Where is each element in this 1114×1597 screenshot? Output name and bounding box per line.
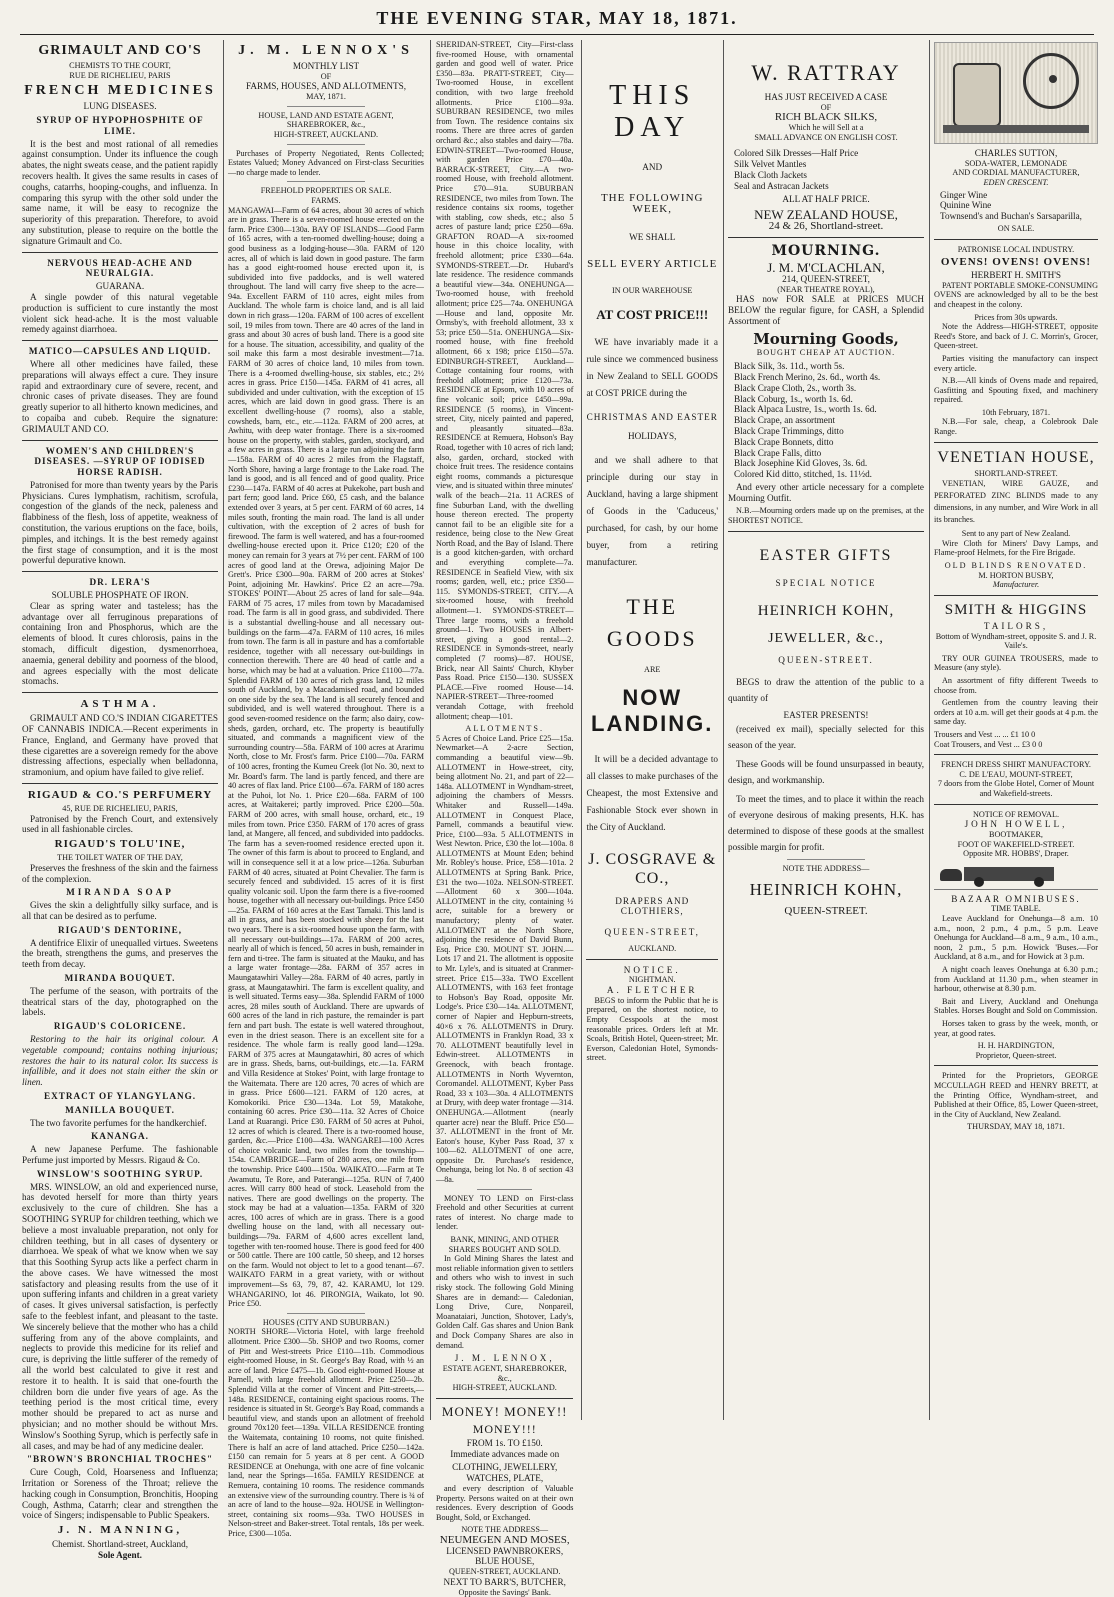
column-1	[22, 40, 218, 1561]
mclachlan-addr: 214, QUEEN-STREET,	[782, 273, 870, 284]
bus-wheel	[974, 877, 984, 887]
coat-price: Coat Trousers, and Vest ... £3 0 0	[934, 739, 1043, 749]
horses-grass: Horses taken to grass by the week, month, or year, at good rates.	[934, 1019, 1098, 1038]
venetian-sent: Sent to any part of New Zealand.	[961, 529, 1071, 539]
old-blinds: OLD BLINDS RENOVATED.	[944, 561, 1088, 571]
drink-item: Quinine Wine	[940, 200, 992, 211]
smith-higgins: SMITH & HIGGINS	[944, 601, 1088, 618]
mourning-item: Black Josephine Kid Gloves, 3s. 6d.	[734, 458, 868, 469]
column-rule	[430, 40, 431, 1420]
jeweller: JEWELLER, &c.,	[768, 631, 884, 647]
busby-role: Manufacturer.	[992, 580, 1040, 590]
bought-cheap: BOUGHT CHEAP AT AUCTION.	[756, 347, 896, 357]
kohn-text3: These Goods will be found unsurpassed in beauty, design, and workmanship.	[728, 759, 924, 786]
grimault-address: RUE DE RICHELIEU, PARIS	[69, 70, 171, 80]
toluline-text: Preserves the freshness of the skin and the fairness of the complexion.	[22, 862, 218, 884]
guarana-text: A single powder of this natural vegetable production is sufficient to cure instantly the most violent sick head-ache. It is the most valuable remedy against diarrhoea.	[22, 291, 218, 335]
manning-role: Sole Agent.	[98, 1550, 142, 1561]
women-heading: WOMEN'S AND CHILDREN'S DISEASES. —SYRUP OF IODISED HORSE RADISH.	[34, 445, 206, 478]
we-have-text: WE have invariably made it a rule since we commenced business in New Zealand to SELL GOODS at COST PRICE during the	[586, 337, 718, 399]
rattray-item: Colored Silk Dresses—Half Price	[734, 148, 859, 159]
manilla-text: The two favorite perfumes for the handkerchief.	[30, 1117, 207, 1128]
venetian-text: VENETIAN, WIRE GAUZE, and PERFORATED ZINC BLINDS made to any dimensions, in any number, and Wire Work in all its branches.	[934, 479, 1098, 525]
sh-text2: An assortment of fifty different Tweeds to choose from.	[934, 675, 1098, 695]
nervous-heading: NERVOUS HEAD-ACHE AND NEURALGIA.	[47, 257, 193, 279]
money-items: CLOTHING, JEWELLERY, WATCHES, PLATE,	[452, 1462, 558, 1484]
sh-text: TRY OUR GUINEA TROUSERS, made to Measure (any style).	[934, 653, 1098, 673]
money-big2: MONEY!!!	[472, 1421, 537, 1436]
soda-machine-engraving	[934, 42, 1098, 144]
grimault-title: GRIMAULT AND CO'S	[38, 43, 202, 58]
masthead: THE EVENING STAR, MAY 18, 1871.	[20, 8, 1094, 35]
lennox-agent3: HIGH-STREET, AUCKLAND.	[273, 129, 379, 139]
lennox-sign2: ESTATE AGENT, SHAREBROKER, &c.,	[442, 1363, 567, 1383]
allotments-heading: ALLOTMENTS.	[465, 724, 545, 734]
mourning-item: Black Crape Cloth, 2s., worth 3s.	[734, 382, 857, 393]
drink-item: Ginger Wine	[940, 189, 988, 200]
cost-price: AT COST PRICE!!!	[596, 306, 709, 322]
grimault-sub: CHEMISTS TO THE COURT,	[69, 61, 171, 70]
asthma-heading: ASTHMA.	[80, 698, 160, 711]
holidays: HOLIDAYS,	[628, 431, 677, 442]
matico-text: Where all other medicines have failed, these preparations will always effect a cure. They insure rapid and extraordinary cure of severe, recent, and chronic cases of private diseases. They are found greatly superior to all hitherto known medicines, and to copaiba and cubeb. Require the signature: GRIMAULT AND CO.	[22, 358, 218, 434]
mourning-item: Black Crape, an assortment	[734, 415, 836, 426]
lung-heading: LUNG DISEASES.	[83, 101, 157, 112]
manning-address: Chemist. Shortland-street, Auckland,	[51, 1539, 188, 1550]
column-5	[934, 40, 1098, 1420]
drapers: DRAPERS AND CLOTHIERS,	[615, 895, 690, 917]
mourning-item: Black Coburg, 1s., worth 1s. 6d.	[734, 393, 853, 404]
hardington-role: Proprietor, Queen-street.	[975, 1050, 1057, 1060]
rigaud-text: Patronised by the French Court, and extensively used in all fashionable circles.	[22, 813, 218, 835]
notice-heading: NOTICE.	[623, 964, 681, 975]
christmas: CHRISTMAS AND EASTER	[586, 412, 718, 423]
money-ad: Immediate advances made on	[450, 1448, 560, 1459]
fletcher-name: A. FLETCHER	[606, 984, 698, 995]
the-goods: THE GOODS	[606, 593, 698, 651]
following-week: THE FOLLOWING WEEK,	[600, 191, 704, 215]
toluline-sub: THE TOILET WATER OF THE DAY,	[57, 853, 183, 863]
winslow-heading: WINSLOW'S SOOTHING SYRUP.	[36, 1168, 204, 1179]
column-3-left	[436, 40, 574, 1597]
howell-name: JOHN HOWELL,	[964, 819, 1068, 830]
deleau: C. DE L'EAU, MOUNT-STREET,	[959, 769, 1073, 779]
rattray-silks: RICH BLACK SILKS,	[774, 111, 878, 124]
mourning-item: Colored Kid ditto, stitched, 1s. 11½d.	[734, 469, 872, 480]
adhere-text: and we shall adhere to that principle during our stay in Auckland, having a large shipment of Goods in the 'Caduceus,' purchased, for cash, by our home buyer, from a retiring manufacturer.	[586, 454, 718, 567]
column-3-right	[581, 40, 718, 1420]
venetian-heading: VENETIAN HOUSE,	[937, 448, 1095, 466]
syrup-text: It is the best and most rational of all remedies against consumption. Under its influence the cough abates, the night sweats cease, and the patient rapidly recovers health. It gives the same results in cases of coughs, catarrhs, hooping-coughs, and influenza. In comparing this syrup with the other sold under the same name, it will be easy to recognize the superiority of this preparation. Therefore, to avoid any substitution, please to require on the bottle the signature Grimault and Co.	[22, 138, 218, 246]
lennox-sign3: HIGH-STREET, AUCKLAND.	[452, 1383, 557, 1393]
bootmaker: BOOTMAKER,	[989, 829, 1043, 839]
freehold-heading: FREEHOLD PROPERTIES OR SALE.	[260, 186, 392, 196]
lennox-intro: Purchases of Property Negotiated, Rents Collected; Estates Valued; Money Advanced on First-class Securities—no charge made to lender.	[228, 148, 424, 177]
lennox-agent: HOUSE, LAND AND ESTATE AGENT,	[258, 110, 394, 120]
sh-addr: Bottom of Wyndham-street, opposite S. and J. R. Vaile's.	[935, 631, 1097, 651]
special-notice: SPECIAL NOTICE	[775, 577, 877, 588]
houses-text: NORTH SHORE—Victoria Hotel, with large freehold allotment. Price £300—5b. SHOP and two Rooms, corner of Pitt and West-streets Price £110—11b. Commodious eight-roomed House, in St. George's Bay Road, with ½ an acre of land. Price £475—1b. Good eight-roomed House at Parnell, with large freehold allotment. Price £250—2b. Splendid Villa at the corner of Vincent and Pitt-streets,—148a. RESIDENCE, containing eight spacious rooms. The residence is situated in St. George's Bay Road, commands a beautiful view, and stands upon an allotment of freehold ground 70x120 feet—139a. VILLA RESIDENCE fronting the Waitemata, containing 10 rooms, not quite finished. There is half an acre of land attached. Price £250—142a. £150 can remain for 5 years at 8 per cent. A GOOD RESIDENCE at Onehunga, with one acre of fine volcanic land, near the Springs—165a. FAMILY RESIDENCE at Remuera, containing 10 rooms. The residence commands an extensive view of the surrounding country. There is ¾ of an acre of land to the house—92a. HOUSE in Wellington-street, containing six rooms—93a. TWO HOUSES in Nelson-street and Baker-street. Total rentals, 18s per week. Price, £300—105a.	[228, 1327, 424, 1538]
sutton-name: CHARLES SUTTON,	[974, 148, 1058, 158]
mourning-heading: MOURNING.	[771, 242, 881, 259]
this-day: THIS DAY	[609, 80, 696, 143]
mclachlan-near: (NEAR THEATRE ROYAL),	[777, 284, 875, 294]
kananga-heading: KANANGA.	[91, 1131, 149, 1142]
mclachlan-name: J. M. M'CLACHLAN,	[767, 259, 885, 275]
ylang-heading: EXTRACT OF YLANGYLANG.	[43, 1090, 197, 1101]
kohn-text: BEGS to draw the attention of the public to a quantity of	[728, 677, 924, 704]
howell-opp: Opposite MR. HOBBS', Draper.	[963, 849, 1069, 859]
bank-heading: BANK, MINING, AND OTHER SHARES BOUGHT AND SOLD.	[448, 1235, 561, 1254]
kohn-street-2: QUEEN-STREET.	[784, 904, 868, 917]
winslow-text: MRS. WINSLOW, an old and experienced nurse, has devoted herself for more than thirty years exclusively to the cure of children. She has a SOOTHING SYRUP for children teething, which we believe a most invaluable preparation, not only for children teething, but in all cases of dysentery or diarrhoea. We speak of what we know when we say that this Soothing Syrup acts like a perfect charm in the above cases. We have witnessed the most satisfactory and pleasing results from the use of it upon suffering infants and children in a great variety of cases. It gives universal satisfaction, is perfectly safe to the feeblest infant, and pleasant to the taste. We sincerely believe that the mother who has a child suffering from any of the above complaints, and neglects to provide this medicine for its relief and cure, is depriving the little sufferer of the remedy of all the world best calculated to give it rest and restore it to health. It is said that one-fourth the children born die under five years of age. As the teething period is the most critical time, every mother should be prepared to act as nurse and physician; and no mother should be without Mrs. Winslow's Soothing Syrup, which is perfectly safe in all cases, and may be had of any medicine dealer.	[22, 1181, 218, 1451]
smith-text: PATENT PORTABLE SMOKE-CONSUMING OVENS are acknowledged by all to be the best and cheapest in the colony.	[934, 280, 1098, 309]
sell-every: SELL EVERY ARTICLE	[587, 258, 718, 271]
rigaud-heading: RIGAUD & CO.'S PERFUMERY	[27, 789, 213, 802]
guarana-heading: GUARANA.	[95, 281, 145, 292]
hardington-name: H. H. HARDINGTON,	[977, 1041, 1055, 1051]
smith-date: 10th February, 1871.	[981, 407, 1051, 417]
smith-visit: Parties visiting the manufactory can inspect every article.	[934, 353, 1098, 373]
howell-addr: FOOT OF WAKEFIELD-STREET.	[957, 839, 1075, 849]
brown-text: Cure Cough, Cold, Hoarseness and Influenza; Irritation or Soreness of the Throat; relieve the hacking cough in Consumption, Bronchitis, Hooping Cough, Asthma, Catarrh; clear and strengthen the voice of Singers; indispensable to Public Speakers.	[22, 1467, 218, 1521]
manilla-heading: MANILLA BOUQUET.	[65, 1104, 175, 1115]
blue-house: BLUE HOUSE,	[475, 1556, 535, 1567]
smith-nb: N.B.—All kinds of Ovens made and repaired, Gasfitting and Spouting fixed, and machinery repaired.	[934, 376, 1098, 405]
timetable-text: Leave Auckland for Onehunga—8 a.m. 10 a.m., noon, 2 p.m., 4 p.m., 5 p.m. Leave Onehunga for Auckland—8 a.m., 9 a.m., 10 a.m., noon, 2 p.m., 5 p.m. Howick 'Buses.—For Auckland, at 8 a.m., and for Howick at 3 p.m.	[934, 914, 1098, 962]
kananga-text: A new Japanese Perfume. The fashionable Perfume just imported by Messrs. Rigaud & Co.	[22, 1144, 218, 1165]
kohn-text2: (received ex mail), specially selected for this season of the year.	[728, 724, 924, 751]
money-from: FROM 1s. TO £150.	[466, 1437, 543, 1448]
column-4	[728, 40, 924, 1420]
and-label: AND	[642, 162, 663, 172]
tailors: TAILORS,	[983, 620, 1049, 631]
pawn-label: LICENSED PAWNBROKERS,	[446, 1545, 564, 1556]
cosgrave-addr: QUEEN-STREET,	[604, 927, 700, 938]
note-address: NOTE THE ADDRESS—	[461, 1525, 549, 1535]
rattray-item: Black Cloth Jackets	[734, 169, 807, 180]
venetian-street: SHORTLAND-STREET.	[974, 468, 1058, 478]
kohn-text4: To meet the times, and to place it within the reach of everyone desirous of making presents, H.K. has determined to dispose of these goods at the smallest possible margin for profit.	[728, 794, 924, 853]
bouquet-text: The perfume of the season, with portraits of the theatrical stars of the day, photographed on the labels.	[22, 985, 218, 1018]
asthma-text: GRIMAULT AND CO.'S INDIAN CIGARETTES OF CANNABIS INDICA.—Recent experiments in France, England, and Germany have proved that these cigarettes are a sovereign remedy for the above distressing affections, especially when belladonna, stramonium, and opium have failed to give relief.	[22, 713, 218, 778]
lennox-month: MAY, 1871.	[306, 92, 346, 102]
coloricene-heading: RIGAUD'S COLORICENE.	[53, 1021, 187, 1032]
mourning-item: Black French Merino, 2s. 6d., worth 4s.	[734, 371, 881, 382]
matico-heading: MATICO—CAPSULES AND LIQUID.	[28, 346, 212, 357]
mourning-item: Black Crape Falls, ditto	[734, 447, 822, 458]
mourning-item: Black Silk, 3s. 11d., worth 5s.	[734, 361, 845, 372]
mourning-item: Black Crape Trimmings, ditto	[734, 425, 844, 436]
machine-hub	[1049, 75, 1057, 83]
mourning-item: Black Crape Bonnets, ditto	[734, 436, 834, 447]
mclachlan-text: HAS now FOR SALE at PRICES MUCH BELOW the regular figure, for CASH, a Splendid Assortment of	[728, 294, 924, 326]
cosgrave-name: J. COSGRAVE & CO.,	[588, 850, 717, 887]
kohn-note: NOTE THE ADDRESS—	[782, 864, 870, 874]
coloricene-text: Restoring to the hair its original colour. A vegetable compound; contains nothing injurious; restores the hair to its natural color. Its success is infallible, and it does not stain either the skin or linen.	[22, 1033, 218, 1088]
advantage-text: It will be a decided advantage to all classes to make purchases of the Cheapest, the most Extensive and Fashionable Stock ever shown in the City of Auckland.	[586, 753, 718, 832]
sutton-cordial: AND CORDIAL MANUFACTURER,	[952, 168, 1080, 178]
houses-continued: SHERIDAN-STREET, City—First-class five-roomed House, with ornamental garden and good well of water. Price £350—83a. PRATT-STREET, City—Two-roomed House, in excellent condition, with two large freehold allotments. Price £100—93a. SUBURBAN RESIDENCE, two miles from Town. The residence contains six rooms. There are three acres of garden orchard &c.; also stables and dairy—78a. EDWIN-STREET—Two-roomed House, with garden Price £70—40a. BARRACK-STREET, City.—A two-roomed House, with freehold allotment. Price £70—91a. SUBURBAN RESIDENCE, two miles from Town. The residence contains six rooms, together with stabling, cow sheds, etc.; also 5 acres of pasture land; price £250—69a. GRAFTON ROAD—A six-roomed house in this choice locality, with freehold allotment; price £330—64a. SYMONDS-STREET.—Dr. Hubard's late residence. The residence commands a beautiful view—34a. ONEHUNGA—Two-roomed house, with freehold allotment; price £25—74a. ONEHUNGA—House and land, opposite Mr. Ormsby's, with freehold allotment, 33 x 53; price £50—51a. ONEHUNGA—Six-roomed house, with fine freehold allotment, 66 x 198; price £150—57a. EDINBURGH-STREET, Auckland—Cottage containing four rooms, with freehold allotment; price £120—73a. RESIDENCE at Epsom, with 10 acres of fine volcanic soil; price £450—99a. RESIDENCE (5 rooms), in Vincent-street, City, nicely painted and papered, and pleasantly situated—83a. RESIDENCE at Remuera, Hobson's Bay Road, together with 10 acres of rich land; also, garden, orchard, stocked with choice fruit trees. The residence contains eight rooms, commands a picturesque view, and is situated within three minutes' walk of the beach—21a. 11 ACRES of fine Suburban Land, with the dwelling house thereon erected. The property cannot fail to be an eligible site for a residence, being close to the New Great North Road, and the Bay of Island. There is a good kitchen-garden, with orchard and everything complete—7a. RESIDENCE in Seafield View, with six rooms; garden, well, etc.; price £350—115. SYMONDS-STREET, CITY.—A six-roomed house, with freehold allotment—1. SYMONDS-STREET—Three large rooms, with a freehold ground—1. Two HOUSES in Albert-street, giving a good rental—2. RESIDENCE in Symonds-street, nearly completed (7 rooms)—87. HOUSE, Brick, near All Saints' Church, Khyber Pass Road. Price £150—130. SUSSEX PLACE.—Five roomed House—14. NAPIER-STREET—Three-roomed verandah Cottage, with freehold allotment; cheap—101.	[436, 40, 574, 721]
horse-shape	[940, 869, 962, 881]
manning-name: J. N. MANNING,	[57, 1524, 183, 1537]
venetian-wire: Wire Cloth for Miners' Davy Lamps, and Flame-proof Helmets, for the Fire Brigade.	[934, 538, 1098, 558]
column-rule	[723, 40, 724, 1420]
brown-heading: "BROWN'S BRONCHIAL TROCHES"	[26, 1454, 214, 1465]
bus-wheel	[1034, 877, 1044, 887]
women-text: Patronised for more than twenty years by the Paris Physicians. Cures lymphatism, rachitism, scrofula, congestion of the glands of the neck, paleness and flabbiness of the flesh, loss of appetite, weakness of constitution, the various eruptions on the face, boils, pimples, and itchings. It is the best remedy against the first stage of consumption, and it is the most powerful depurative known.	[22, 479, 218, 566]
column-rule	[223, 40, 224, 1420]
machine-drum	[953, 63, 1001, 127]
cosgrave-city: AUCKLAND.	[628, 943, 677, 953]
rattray-sell: Which he will Sell at a	[788, 123, 864, 133]
warehouse: IN OUR WAREHOUSE	[612, 285, 693, 295]
mourning-goods: Mourning Goods,	[753, 329, 899, 348]
mourning-item: Black Alpaca Lustre, 1s., worth 1s. 6d.	[734, 404, 877, 415]
deleau-text: 7 doors from the Globe Hotel, Corner of Mount and Wakefield-streets.	[937, 779, 1095, 798]
bazaar-heading: BAZAAR OMNIBUSES.	[951, 893, 1081, 904]
lennox-sub2: OF	[320, 71, 332, 81]
lennox-sub1: MONTHLY LIST	[292, 61, 360, 71]
dentorine-heading: RIGAUD'S DENTORINE,	[58, 924, 182, 935]
dentorine-text: A dentifrice Elixir of unequalled virtues. Sweetens the breath, strengthens the gums, and preserves the teeth from decay.	[22, 937, 218, 970]
lera-text: Clear as spring water and tasteless; has the advantage over all ferruginous preparations of containing Iron and Phosphorus, which are the elements of blood. It cures chlorosis, pains in the stomach, difficult digestion, dysmenorrhoea, anaemia, general debility and poorness of the blood, and agrees especially with the most delicate stomachs.	[22, 600, 218, 687]
on-sale: ON SALE.	[997, 223, 1035, 233]
mourning-nb: N.B.—Mourning orders made up on the premises, at the SHORTEST NOTICE.	[728, 506, 924, 526]
rattray-received: HAS JUST RECEIVED A CASE	[764, 92, 888, 102]
lennox-title: J. M. LENNOX'S	[238, 43, 414, 58]
removal-notice: NOTICE OF REMOVAL.	[972, 809, 1060, 819]
french-medicines-heading: FRENCH MEDICINES	[24, 83, 216, 99]
rattray-name: W. RATTRAY	[751, 60, 901, 85]
issue-date: THURSDAY, MAY 18, 1871.	[967, 1122, 1065, 1132]
kohn-street: QUEEN-STREET.	[778, 655, 874, 666]
ovens-heading: OVENS! OVENS! OVENS!	[940, 256, 1092, 269]
rattray-half: ALL AT HALF PRICE.	[782, 193, 870, 204]
lennox-sub3: FARMS, HOUSES, AND ALLOTMENTS,	[245, 81, 407, 92]
money-big: MONEY! MONEY!!	[441, 1403, 568, 1419]
machine-base	[943, 125, 1089, 133]
are-label: ARE	[644, 664, 661, 674]
kohn-name-2: HEINRICH KOHN,	[749, 879, 903, 899]
nz-addr: 24 & 26, Shortland-street.	[768, 220, 884, 233]
sh-text3: Gentlemen from the country leaving their orders at 10 a.m. will get their goods at 4 p.m. the same day.	[934, 698, 1098, 727]
we-shall: WE SHALL	[629, 232, 676, 243]
miranda-soap-heading: MIRANDA SOAP	[66, 887, 174, 898]
trousers-price: Trousers and Vest ... ... £1 10 0	[934, 729, 1036, 739]
smith-price: Prices from 30s upwards.	[974, 312, 1058, 322]
bait-livery: Bait and Livery, Auckland and Onehunga Stables. Horses Bought and Sold on Commission.	[934, 996, 1098, 1016]
rattray-item: Silk Velvet Mantles	[734, 159, 807, 170]
busby-name: M. HORTON BUSBY,	[978, 570, 1054, 580]
nightman: NIGHTMAN.	[628, 975, 676, 985]
timetable-heading: TIME TABLE.	[991, 904, 1041, 914]
neumegen-name: NEUMEGEN AND MOSES,	[439, 1533, 570, 1546]
opposite-bank: Opposite the Savings' Bank.	[458, 1587, 551, 1597]
night-coach: A night coach leaves Onehunga at 6.30 p.m.; from Auckland at 11.30 p.m., when steamer in harbour, otherwise at 8.30 p.m.	[934, 965, 1098, 994]
rigaud-sub: 45, RUE DE RICHELIEU, PARIS,	[62, 804, 178, 814]
now-landing: NOW LANDING.	[591, 684, 714, 736]
smith-nb2: N.B.—For sale, cheap, a Colebrook Dale Range.	[934, 417, 1098, 437]
nz-house: NEW ZEALAND HOUSE,	[754, 207, 898, 223]
allotments-text: 5 Acres of Choice Land. Price £25—15a. Newmarket—A 2-acre Section, commanding a beautiful view—9b. ALLOTMENT in Howe-street, city, being allotment No. 21, and part of 22—148a. ALLOTMENT in Wyndham-street, adjoining the chambers of Messrs. Whitaker and Russell—149a. ALLOTMENT in Conquest Place, Parnell, commands a beautiful view. Price, £100—93a. 5 ALLOTMENTS in West Newton. Price, £30 the lot—100a. 8 ALLOTMENTS at Mount Eden; behind Mr. Robley's house. Price, £58—101a. 2 ALLOTMENTS at Spring Bank. Price, £31 the two—102a. NELSON-STREET.—Allotment 60 x 300—104a. ALLOTMENT in the city, containing ½ acre, suitable for a brewery or manufactory; plenty of water. ALLOTMENT at the North Shore, adjoining the residence of David Bunn, Esq. Price £30. MOUNT ST. JOHN.—Lots 17 and 21. The allotment is opposite to Mr. Lyle's, and is situated at Cranmer-street. Price £15—33a. TWO Excellent ALLOTMENTS, with 163 feet frontage to Hobson's Bay Road, opposite Mr. Lodge's. Price £30—14a. ALLOTMENT, corner of Napier and Hepburn-streets, 40×6 x 76. ALLOTMENTS in Drury. ALLOTMENTS in Franklyn Road, 33 x 70. ALLOTMENT beautifully level in Edwin-street. ALLOTMENTS in Greenock, with beach frontage. ALLOTMENTS in North Wyvernton, Coromandel. ALLOTMENT, Kyber Pass Road, 33 x 103—30a. 4 ALLOTMENTS at Drury, with deep water frontage —314. ONEHUNGA.—Allotment (nearly quarter acre) near the Bluff. Price £50—37. ALLOTMENT in the front of Mr. Eaton's house, Kyber Pass Road, 37 x 100—62. ALLOTMENT of one acre, opposite Dr. Purchase's residence, Onehunga, being lot No. 8 of section 43—8a.	[436, 733, 574, 1185]
syrup-heading: SYRUP OF HYPOPHOSPHITE OF LIME.	[36, 114, 204, 136]
french-shirt: FRENCH DRESS SHIRT MANUFACTORY.	[941, 760, 1091, 770]
smith-note: Note the Address—HIGH-STREET, opposite Reed's Store, and back of J. C. Morrin's, Grocer, Queen-street.	[934, 322, 1098, 351]
next-to: NEXT TO BARR'S, BUTCHER,	[443, 1576, 566, 1587]
kohn-name: HEINRICH KOHN,	[757, 603, 895, 620]
houses-heading: HOUSES (CITY AND SUBURBAN.)	[262, 1317, 390, 1327]
farms-heading: FARMS.	[311, 195, 341, 205]
money-lend-text: MONEY TO LEND on First-class Freehold and other Securities at current rates of interest. No charge made to lender.	[436, 1193, 574, 1232]
toluline-heading: RIGAUD'S TOLU'INE,	[54, 838, 186, 851]
printed-by: Printed for the Proprietors, GEORGE MCCULLAGH REED and HENRY BRETT, at the Printing Office, Wyndham-street, and Published at their Office, 85, Lower Queen-street, in the City of Auckland, New Zealand.	[934, 1071, 1098, 1119]
patronise: PATRONISE LOCAL INDUSTRY.	[957, 244, 1075, 254]
bouquet-heading: MIRANDA BOUQUET.	[64, 972, 176, 983]
queen-street: QUEEN-STREET, AUCKLAND.	[448, 1567, 561, 1577]
drink-item: Townsend's and Buchan's Sarsaparilla,	[940, 211, 1082, 222]
lera-heading: DR. LERA'S	[89, 577, 151, 588]
bank-text: In Gold Mining Shares the latest and most reliable information given to settlers and others who wish to invest in such risky stock. The following Gold Mining Shares are in demand:— Caledonian, Long Drive, Cure, Nonpareil, Moanataiari, Junction, Shotover, Lady's, Golden Calf. Gas shares and Union Bank and Dock Company Shares are also in demand.	[436, 1254, 574, 1350]
mourning-outfit: And every other article necessary for a complete Mourning Outfit.	[728, 481, 924, 503]
column-3	[436, 40, 718, 1597]
column-2	[228, 40, 424, 1538]
rattray-of: OF	[820, 102, 832, 112]
sutton-soda: SODA-WATER, LEMONADE	[964, 158, 1068, 168]
lera-sub: SOLUBLE PHOSPHATE OF IRON.	[51, 590, 189, 601]
rattray-item: Seal and Astracan Jackets	[734, 180, 829, 191]
farms-text: MANGAWAI—Farm of 64 acres, about 30 acres of which are in grass. There is a seven-roomed house erected on the farm. Price £300—130a. BAY OF ISLANDS—Good Farm of 165 acres, with a ten-roomed dwelling-house; doing a good business as a lodging-house—30a. FARM of 120 acres, all of which is laid down in good pasture. The farm has a good eight-roomed house erected upon it, is subdivided into five paddocks, and is well watered throughout. The land will carry five sheep to the acre—94a. Excellent FARM of 110 acres, eight miles from Auckland. The whole farm is choice land, and is all laid down in rich grass—120a. FARM of 100 acres of excellent soil, 19 miles from town. There are 40 acres of the land in grass and about 30 acres of bush land. There is a good site for a house. The situation, accessibility, and quality of the soil make this farm a most desirable investment—71a. FARM of 30 acres of choice land, 10 miles from town. There is a 4-roomed dwelling-house, six stables, etc.; 2½ acres in grass. Price £150—145a. FARM of 41 acres, all subdivided and under cultivation, with the exception of 15 acres, which are laid down in good grass. There is an excellent dwelling-house (7 rooms), also a stable, cowsheds, barn, etc., etc.—112a. FARM of 200 acres, at Awhitu, with deep water frontage. There is a six-roomed house on the property, with stables, garden, stockyard, and a few acres in grass. There is a large run adjoining the farm—158a. FARM of 40 acres 2 miles from the Flagstaff, North Shore, having a large frontage to the Lake road. The land is good, and is all fenced and of good quality. Price £230—147a. FARM of 40 acres at Pukekohe, part bush and part fern; good land. Price £60, £5 cash, and the balance extended over 3 years, at 5 per cent. FARM of 60 acres, 14 miles south, fronting the main road. The land is all under cultivation, with the exception of 2 acres of bush for firewood. The farm is well watered, and has a four-roomed dwelling-house erected upon it. Price £120; £20 of the money can remain for 3 years at 7½ per cent. FARM of 100 acres of good land at the Orewa, adjoining Major De Grett's. Price £300—90a. FARM of 200 acres at Stokes' Point, adjoining Mr. Hawkins'. Price £2 an acre—79a. STOKES' POINT—About 25 acres of land for sale—94a. FARM of 75 acres, 17 miles from town by Macadamised road. The farm is all in good grass, and subdivided. There is a substantial dwelling-house and all necessary out-buildings on the farm—47a. FARM of 110 acres, 16 miles from town. The farm is all in pasture and has a comfortable residence, together with all necessary out-buildings in connection therewith. There are 40 head of cattle and a horse, which may be had at a valuation. Price £1100—77a. Splendid FARM of 130 acres of rich grass land, 12 miles south of Auckland, by a Macadamised road, and bounded on one side by the sea. The land is all securely fenced and subdivided, and is well watered throughout. There is a good seven-roomed residence on the farm; also dairy, cow-sheds, garden, orchard, etc. The property is beautifully situated, and commands a magnificent view of the surrounding country—58a. FARM of 100 acres at Ararimu North, close to Mr. Frost's farm. Price £100—70a. FARM of 100 acres, fronting the Kumeu Creek (lot No. 30, next to Mr. Board's farm. The land is partly fenced, and there are 40 acres of flax land. Price £100—67a. FARM of 180 acres at the Puhoi, lot No. 1. Price £20—68a. FARM of 100 acres, at Waitakerei; partly improved. Price £200—50a. FARM of 200 acres, with small house, orchard, etc., 19 miles from town. Price £350. FARM of 170 acres of grass land, at Mangere, all fenced, and subdivided into paddocks. The farm has a seven-roomed residence erected upon it. The owner of this farm is about to proceed to England, and will in consequence sell it at a low price—126a. Suburban FARM of 40 acres, situated at Point Chevalier. The farm is securely fenced and subdivided. 15 acres of it is first quality volcanic soil. Upon the farm there is a five-roomed house, together with all necessary out-buildings. Price £450—25a. FARM of 160 acres at the East Tamaki. This land is all in grass, and has been stocked with sheep for the last two years. There is a six-roomed house upon the farm, with all necessary out-buildings—17a. FARM of 200 acres, nearly all of which is fenced, 50 acres in bush, remainder in fern and ti-tree. The farm is situated at the Mauku, and has a large water frontage—28a. FARM of 357 acres in Maungatawhiri Valley—28a. FARM of 40 acres, partly in grass, at Maungatawhiri. The farm is excellent quality, and is well situated. Terms easy—38a. Splendid FARM of 1000 acres, 28 miles south of Auckland. There are upwards of 600 acres of the land in rich pasture, the remainder is part fern and part bush. The estate is well watered throughout, even in the driest season. There is an excellent site for a residence. The whole farm is really good land—129a. FARM of 375 acres at Maungatawhiri, 80 acres of which are in grass. Sheds, barns, out-buildings, etc.—1a. FARM and Villa Residence at Stokes' Point, with large frontage to the Waitemata. There are 120 acres, 70 acres of which are in grass. Price £600—121. FARM of 120 acres, at Komokoriki. Price £30—134a. Lot 59, Matakohe, containing 60 acres. Price £30—11a. 32 Acres of Choice Land at Ruarangi. Price £30. FARM of 50 acres at Puhoi, 12 acres of which is cleared. There is a two-roomed house, garden, &c.—Price £100—43a. WANGAREI—100 Acres of choice volcanic land, two miles from the township—154a. CAMBRIDGE—Farm of 280 acres, one mile from the township. Price £400—150a. WAIKATO.—Farm at Te Awamutu, Te Rore, and Paterangi—125a. RUN of 7,400 acres. Will carry 800 head of stock. Leasehold from the natives. There are good dwellings on the property. The stock may be had at a valuation—135a. FARM of 320 acres, 100 acres of which are in grass. There is a good dwelling house on the land, with all necessary out-buildings—79a. FARM of 4,600 acres excellent land, together with ten-roomed house. There is good feed for 400 or 500 cattle. There are 100 cattle, 50 sheep, and 12 horses on the farm. Would not object to let to a good tenant—67. WAIKATO FARM in a great variety, with or without improvement—Ss 63, 79, 87, 42. KARAMU, lot 129. WHANGARINO, lot 46. PIRONGIA, Waikato, lot 90. Price £50.	[228, 205, 424, 1309]
sutton-eden: EDEN CRESCENT.	[983, 177, 1049, 187]
easter-presents: EASTER PRESENTS!	[783, 710, 869, 721]
rattray-advance: SMALL ADVANCE ON ENGLISH COST.	[754, 132, 898, 142]
smith-name: HERBERT H. SMITH'S	[970, 269, 1061, 280]
fletcher-text: BEGS to inform the Public that he is prepared, on the shortest notice, to Empty Cesspools at the most reasonable prices. Orders left at Mr. Scoals, British Hotel, Queen-street; Mr. Everson, Caledonian Hotel, Symonds-street.	[586, 995, 718, 1063]
miranda-soap-text: Gives the skin a delightfully silky surface, and is all that can be desired as to perfume.	[22, 900, 218, 921]
lennox-sign: J. M. LENNOX,	[454, 1353, 555, 1364]
easter-gifts: EASTER GIFTS	[759, 546, 893, 564]
column-rule	[929, 40, 930, 1420]
lennox-agent2: SHAREBROKER, &c.,	[286, 120, 366, 130]
omnibus-engraving	[934, 863, 1098, 890]
money-ad2: and every description of Valuable Property. Persons waited on at their own residences. Every description of Goods Bought, Sold, or Exchanged.	[436, 1483, 574, 1522]
